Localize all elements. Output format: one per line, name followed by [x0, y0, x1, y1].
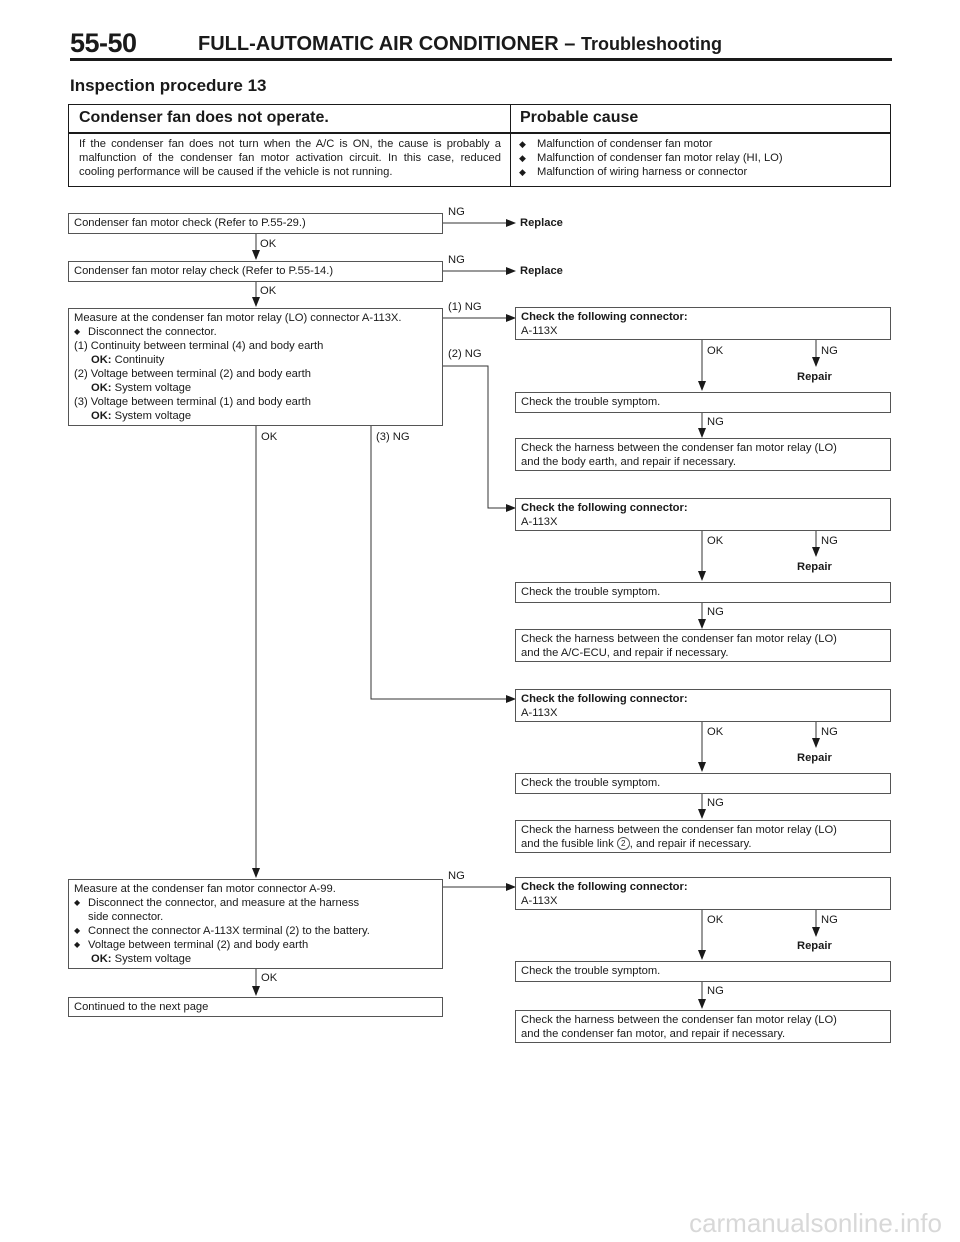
title-text: FULL-AUTOMATIC AIR CONDITIONER: [198, 33, 559, 55]
fan-motor-connector-measure-box: [68, 879, 443, 969]
continued-box: Continued to the next page: [68, 997, 443, 1017]
step1-ok-label: OK: [260, 238, 277, 250]
step3-ok-label: OK: [261, 431, 278, 443]
harness-check-box-d: Check the harness between the condenser fan motor relay (LO) and the condenser fan motor, and repair if necessary.: [515, 1010, 891, 1043]
step2-ok-label: OK: [260, 285, 277, 297]
harness-check-box-c: Check the harness between the condenser fan motor relay (LO) and the fusible link 2 , and repair if necessary.: [515, 820, 891, 853]
d-ng-label: NG: [821, 914, 838, 926]
d-ok-label: OK: [707, 914, 724, 926]
measure-item-2: (2) Voltage between terminal (2) and body earth: [74, 368, 311, 380]
measure2-title: Measure at the condenser fan motor connector A-99.: [74, 883, 336, 895]
a-symptom-ng-label: NG: [707, 416, 724, 428]
b-symptom-ng-label: NG: [707, 606, 724, 618]
section-title: Inspection procedure 13: [70, 76, 267, 95]
c-repair: Repair: [797, 752, 832, 764]
step3-ng1-label: (1) NG: [448, 301, 482, 313]
cause-item: ◆ Malfunction of condenser fan motor relay (HI, LO): [519, 151, 884, 165]
harness-check-box-a: Check the harness between the condenser fan motor relay (LO) and the body earth, and repair if necessary.: [515, 438, 891, 471]
b-ok-label: OK: [707, 535, 724, 547]
c-ok-label: OK: [707, 726, 724, 738]
c-ng-label: NG: [821, 726, 838, 738]
step1-replace: Replace: [520, 217, 563, 229]
measure2-bullet-2: ◆ Connect the connector A-113X terminal (2) to the battery.: [74, 924, 437, 938]
harness-check-box-b: Check the harness between the condenser fan motor relay (LO) and the A/C-ECU, and repair if necessary.: [515, 629, 891, 662]
page-number: 55-50: [70, 28, 137, 58]
measure-item-3: (3) Voltage between terminal (1) and body earth: [74, 396, 311, 408]
b-repair: Repair: [797, 561, 832, 573]
fan-motor-check-box: Condenser fan motor check (Refer to P.55-29.): [68, 213, 443, 234]
measure2-bullet-3: ◆ Voltage between terminal (2) and body earth: [74, 938, 437, 952]
step4-ok-label: OK: [261, 972, 278, 984]
fan-motor-relay-check-box: Condenser fan motor relay check (Refer to P.55-14.): [68, 261, 443, 282]
measure-bullet: ◆ Disconnect the connector.: [74, 325, 437, 339]
symptom-description: If the condenser fan does not turn when the A/C is ON, the cause is probably a malfunction of the condenser fan motor activation circuit. In this case, reduced cooling performance will be caused if the vehicle is not running.: [79, 138, 501, 178]
d-repair: Repair: [797, 940, 832, 952]
measure-ok-3: OK: System voltage: [91, 410, 192, 422]
a-ng-label: NG: [821, 345, 838, 357]
step2-replace: Replace: [520, 265, 563, 277]
fusible-link-number: 2: [617, 837, 630, 850]
watermark: carmanualsonline.info: [689, 1208, 942, 1238]
trouble-symptom-box-d: Check the trouble symptom.: [515, 961, 891, 982]
title-separator: –: [564, 33, 576, 55]
b-ng-label: NG: [821, 535, 838, 547]
connector-check-box-c: Check the following connector: A-113X: [515, 689, 891, 722]
c-symptom-ng-label: NG: [707, 797, 724, 809]
step3-ng3-label: (3) NG: [376, 431, 410, 443]
step2-ng-label: NG: [448, 254, 465, 266]
trouble-symptom-box-b: Check the trouble symptom.: [515, 582, 891, 603]
cause-header: Probable cause: [520, 109, 639, 126]
measure-ok-2: OK: System voltage: [91, 382, 192, 394]
measure2-bullet-1: ◆ Disconnect the connector, and measure at the harness side connector.: [74, 896, 437, 924]
step4-ng-label: NG: [448, 870, 465, 882]
measure-title: Measure at the condenser fan motor relay (LO) connector A-113X.: [74, 312, 402, 324]
measure-item-1: (1) Continuity between terminal (4) and body earth: [74, 340, 324, 352]
measure-ok-1: OK: Continuity: [91, 354, 165, 366]
cause-item: ◆ Malfunction of condenser fan motor: [519, 137, 884, 151]
step3-ng2-label: (2) NG: [448, 348, 482, 360]
d-symptom-ng-label: NG: [707, 985, 724, 997]
connector-check-box-b: Check the following connector: A-113X: [515, 498, 891, 531]
relay-connector-measure-box: [68, 308, 443, 426]
cause-item: ◆ Malfunction of wiring harness or connector: [519, 165, 884, 179]
measure2-ok: OK: System voltage: [91, 953, 192, 965]
trouble-symptom-box-c: Check the trouble symptom.: [515, 773, 891, 794]
subtitle-text: Troubleshooting: [580, 34, 722, 54]
symptom-header: Condenser fan does not operate.: [79, 109, 329, 126]
connector-check-box-d: Check the following connector: A-113X: [515, 877, 891, 910]
connector-check-box-a: Check the following connector: A-113X: [515, 307, 891, 340]
trouble-symptom-box-a: Check the trouble symptom.: [515, 392, 891, 413]
a-ok-label: OK: [707, 345, 724, 357]
a-repair: Repair: [797, 371, 832, 383]
step1-ng-label: NG: [448, 206, 465, 218]
